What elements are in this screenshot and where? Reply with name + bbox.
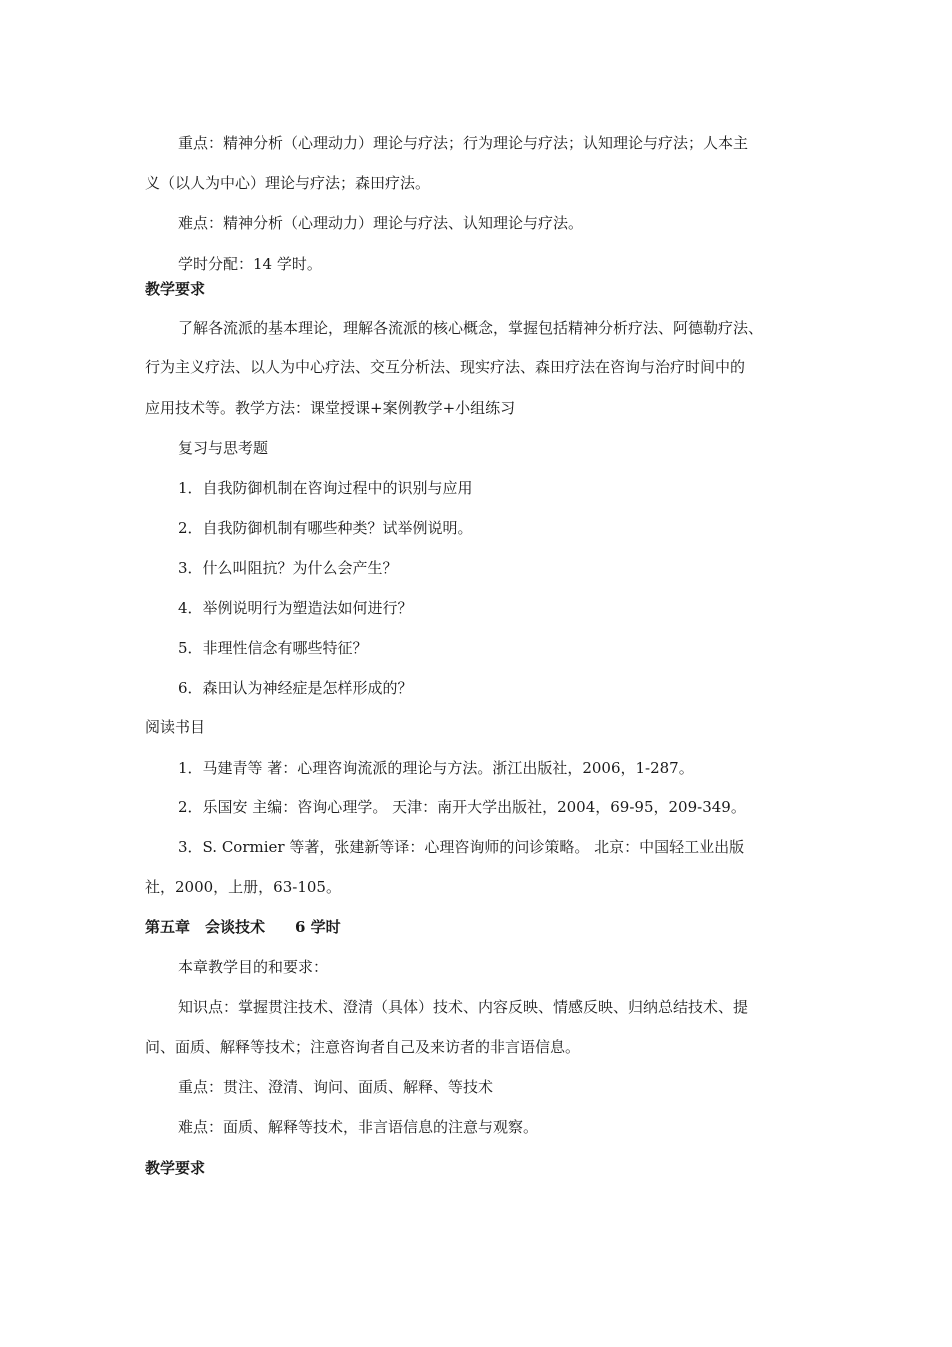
review-question-item: 1．自我防御机制在咨询过程中的识别与应用	[178, 479, 473, 497]
chapter-difficult-points-line: 难点：面质、解释等技术，非言语信息的注意与观察。	[178, 1118, 539, 1136]
knowledge-points-line-1: 知识点：掌握贯注技术、澄清（具体）技术、内容反映、情感反映、归纳总结技术、提	[178, 998, 749, 1016]
reading-list-item-continuation: 社，2000，上册，63-105。	[145, 878, 341, 896]
difficult-points-line: 难点：精神分析（心理动力）理论与疗法、认知理论与疗法。	[178, 214, 584, 232]
reading-list-heading: 阅读书目	[145, 718, 206, 736]
requirements-paragraph-line-2: 行为主义疗法、以人为中心疗法、交互分析法、现实疗法、森田疗法在咨询与治疗时间中的	[145, 358, 746, 376]
review-question-item: 2．自我防御机制有哪些种类？试举例说明。	[178, 519, 473, 537]
chapter-objectives-label: 本章教学目的和要求：	[178, 958, 329, 976]
reading-list-item: 2．乐国安 主编：咨询心理学。 天津：南开大学出版社，2004，69-95，209-349。	[178, 798, 746, 816]
key-points-line-2: 义（以人为中心）理论与疗法；森田疗法。	[145, 174, 431, 192]
requirements-paragraph-line-3: 应用技术等。教学方法：课堂授课+案例教学+小组练习	[145, 399, 516, 417]
key-points-line-1: 重点：精神分析（心理动力）理论与疗法；行为理论与疗法；认知理论与疗法；人本主	[178, 134, 749, 152]
knowledge-points-line-2: 问、面质、解释等技术；注意咨询者自己及来访者的非言语信息。	[145, 1038, 581, 1056]
reading-list-item: 3．S. Cormier 等著，张建新等译：心理咨询师的问诊策略。 北京：中国轻工业出版	[178, 838, 745, 856]
chapter-five-heading: 第五章 会谈技术 6 学时	[145, 918, 341, 936]
reading-list-item: 1．马建青等 著：心理咨询流派的理论与方法。浙江出版社，2006，1-287。	[178, 759, 694, 777]
review-question-item: 4．举例说明行为塑造法如何进行？	[178, 599, 413, 617]
teaching-requirements-heading: 教学要求	[145, 280, 206, 298]
review-question-item: 6．森田认为神经症是怎样形成的？	[178, 679, 413, 697]
class-hours-line: 学时分配：14 学时。	[178, 255, 322, 273]
review-questions-heading: 复习与思考题	[178, 439, 269, 457]
requirements-paragraph-line-1: 了解各流派的基本理论，理解各流派的核心概念，掌握包括精神分析疗法、阿德勒疗法、	[178, 319, 764, 337]
chapter-key-points-line: 重点：贯注、澄清、询问、面质、解释、等技术	[178, 1078, 494, 1096]
review-question-item: 5．非理性信念有哪些特征？	[178, 639, 368, 657]
teaching-requirements-heading: 教学要求	[145, 1159, 206, 1177]
review-question-item: 3．什么叫阻抗？为什么会产生？	[178, 559, 398, 577]
